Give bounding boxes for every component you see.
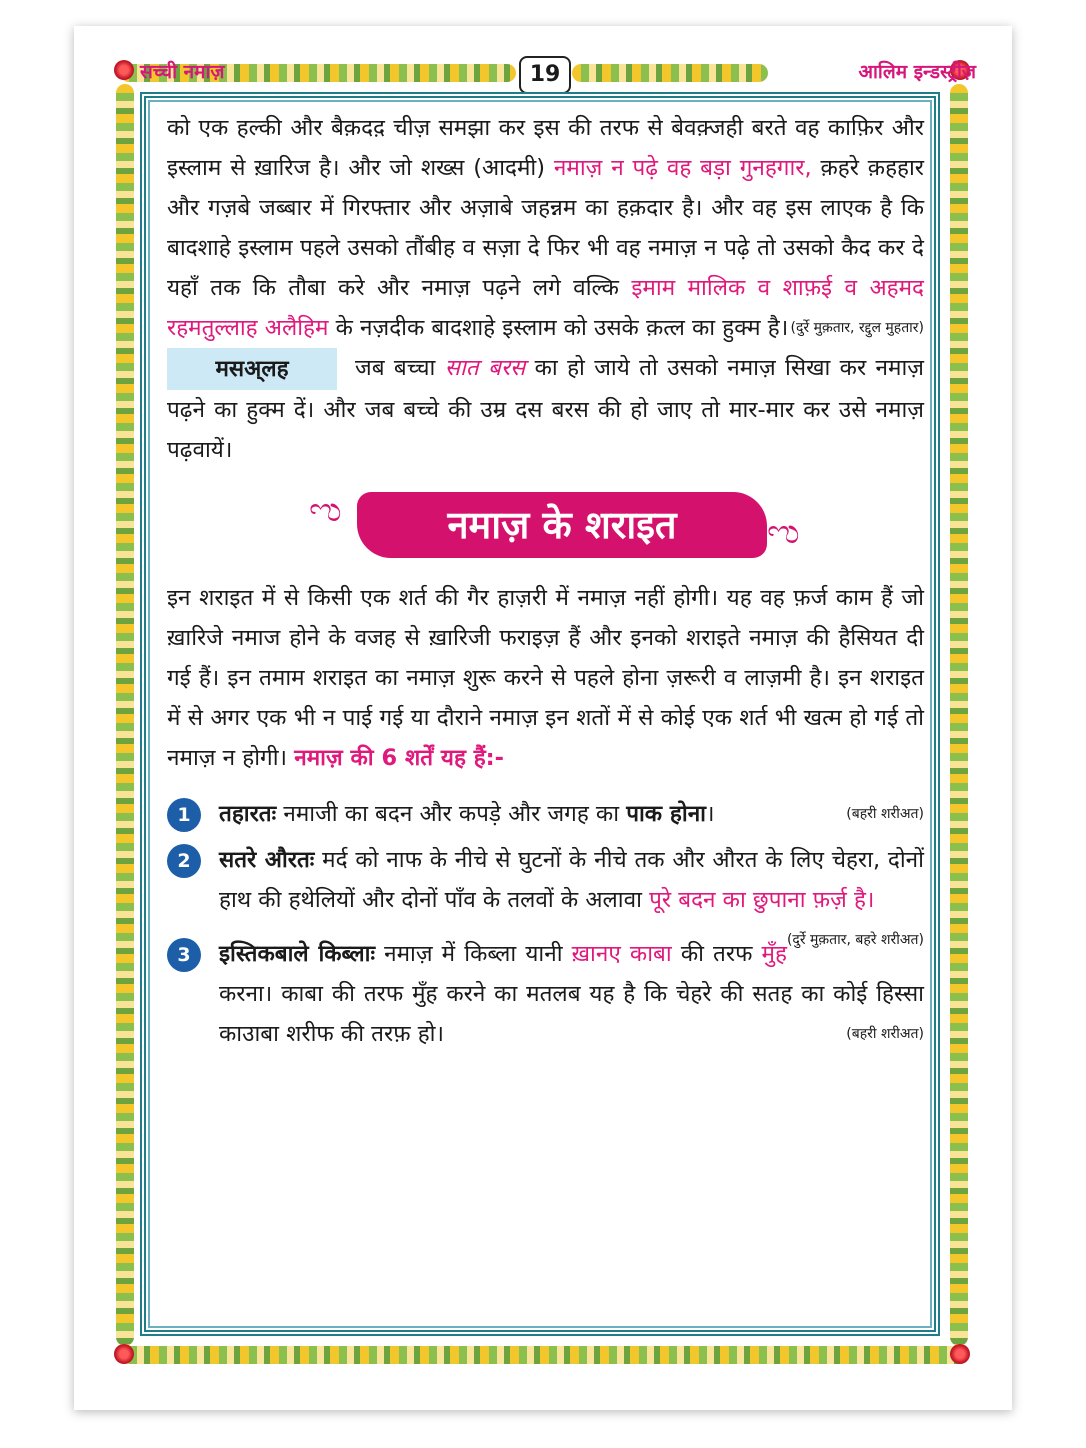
floral-border-bottom bbox=[120, 1346, 966, 1364]
highlight-text: इमाम मालिक व शाफ़ई व अहमद रहमतुल्लाह अलैहिम bbox=[167, 275, 924, 341]
page-content bbox=[167, 108, 924, 1054]
highlight-text: सात बरस bbox=[444, 355, 526, 381]
number-badge: 1 bbox=[167, 798, 201, 832]
floral-border-right bbox=[950, 84, 968, 1346]
item-title: तहारतः bbox=[219, 801, 277, 827]
page-number: 19 bbox=[519, 56, 571, 94]
list-item bbox=[167, 934, 924, 1054]
citation: (दुर्रे मुक़तार, रद्दुल मुहतार) bbox=[790, 320, 924, 336]
list-item bbox=[167, 794, 924, 834]
highlight-text: नमाज़ न पढ़े वह बड़ा गुनहगार, bbox=[553, 155, 812, 181]
floral-border-top-right bbox=[572, 64, 768, 82]
text: नमाजी का बदन और कपड़े और जगह का bbox=[276, 801, 627, 827]
text: क़हरे क़हहार और गज़बे जब्बार में गिरफ्तार और अज़ाबे जहन्नम का हक़दार है। और वह इस लाएक है कि बादशाहे इस्लाम पहले उसको तौंबीह व सज़ा दे फिर भी वह नमाज़ न पढ़े तो उसको कैद कर दे यहाँ तक कि तौबा करे और नमाज़ पढ़ने लगे वल्कि bbox=[167, 155, 924, 301]
text: । bbox=[706, 801, 715, 827]
highlight-text: पूरे बदन का छुपाना फ़र्ज़ है। bbox=[649, 887, 875, 913]
highlight-text: नमाज़ की 6 शर्तें यह हैं:- bbox=[294, 745, 505, 771]
text: मर्द को नाफ के नीचे से घुटनों के नीचे तक और औरत के लिए चेहरा, दोनों हाथ की हथेलियों और दोनों पाँव के तलवों के अलावा bbox=[219, 847, 925, 913]
rose-corner-icon bbox=[114, 1344, 134, 1364]
number-badge: 2 bbox=[167, 844, 201, 878]
item-title: सतरे औरतः bbox=[219, 847, 315, 873]
text: को एक हल्की और बैक़दद़ चीज़ समझा कर इस की तरफ से बेवक़्जही बरते वह काफ़िर और इस्लाम से ख़ारिज है। और जो शख्स (आदमी) bbox=[167, 115, 924, 181]
bold-text: पाक होना bbox=[626, 801, 707, 827]
publisher-name: आलिम इन्डस्ट्रीज़ bbox=[858, 61, 976, 83]
highlight-text: ख़ानए काबा bbox=[571, 941, 672, 967]
text: इन शराइत में से किसी एक शर्त की गैर हाज़री में नमाज़ नहीं होगी। यह वह फ़र्ज काम हैं जो ख़ारिजे नमाज होने के वजह से ख़ारिजी फराइज़ हैं और इनको शराइते नमाज़ की हैसियत दी गई हैं। इन तमाम शराइत का नमाज़ शुरू करने से पहले होना ज़रूरी व लाज़मी है। इन शराइत में से अगर एक भी न पाई गई या दौराने नमाज़ इन शतों में से कोई एक शर्त भी खत्म हो गई तो नमाज़ न होगी। bbox=[167, 585, 924, 771]
item-title: इस्तिकबाले किब्लाः bbox=[219, 941, 375, 967]
masla-paragraph bbox=[167, 348, 924, 470]
rose-corner-icon bbox=[114, 60, 134, 80]
list-item bbox=[167, 840, 925, 948]
text: जब बच्चा bbox=[355, 355, 445, 381]
rose-corner-icon bbox=[950, 1344, 970, 1364]
text: के नज़दीक बादशाहे इस्लाम को उसके क़त्ल का हुक्म है। bbox=[328, 315, 789, 341]
section-title-banner bbox=[167, 482, 924, 572]
ornament-right-icon: ಌ bbox=[767, 512, 800, 552]
text: का हो जाये तो उसको नमाज़ सिखा कर नमाज़ पढ़ने का हुक्म दें। और जब बच्चे की उम्र दस बरस की हो जाए तो मार-मार कर उसे नमाज़ पढ़वायें। bbox=[167, 355, 924, 463]
number-badge: 3 bbox=[167, 938, 201, 972]
citation: (बहरी शरीअत) bbox=[846, 1026, 924, 1042]
book-title: सच्ची नमाज़ bbox=[140, 61, 225, 83]
floral-border-left bbox=[116, 84, 134, 1346]
citation: (बहरी शरीअत) bbox=[846, 806, 924, 822]
text: की तरफ bbox=[671, 941, 762, 967]
text: नमाज़ में किब्ला यानी bbox=[375, 941, 572, 967]
masla-label: मसअ्लह bbox=[167, 348, 337, 390]
paragraph-1 bbox=[167, 108, 924, 348]
section-title: नमाज़ के शराइत bbox=[357, 492, 767, 558]
citation: (दुर्रे मुक़तार, बहरे शरीअत) bbox=[786, 932, 924, 948]
highlight-text: मुँह bbox=[761, 941, 787, 967]
ornament-left-icon: ಌ bbox=[309, 490, 342, 530]
paragraph-2 bbox=[167, 578, 924, 778]
text: करना। काबा की तरफ मुँह करने का मतलब यह है कि चेहरे की सतह का कोई हिस्सा काउाबा शरीफ की तरफ़ हो। bbox=[219, 981, 924, 1047]
